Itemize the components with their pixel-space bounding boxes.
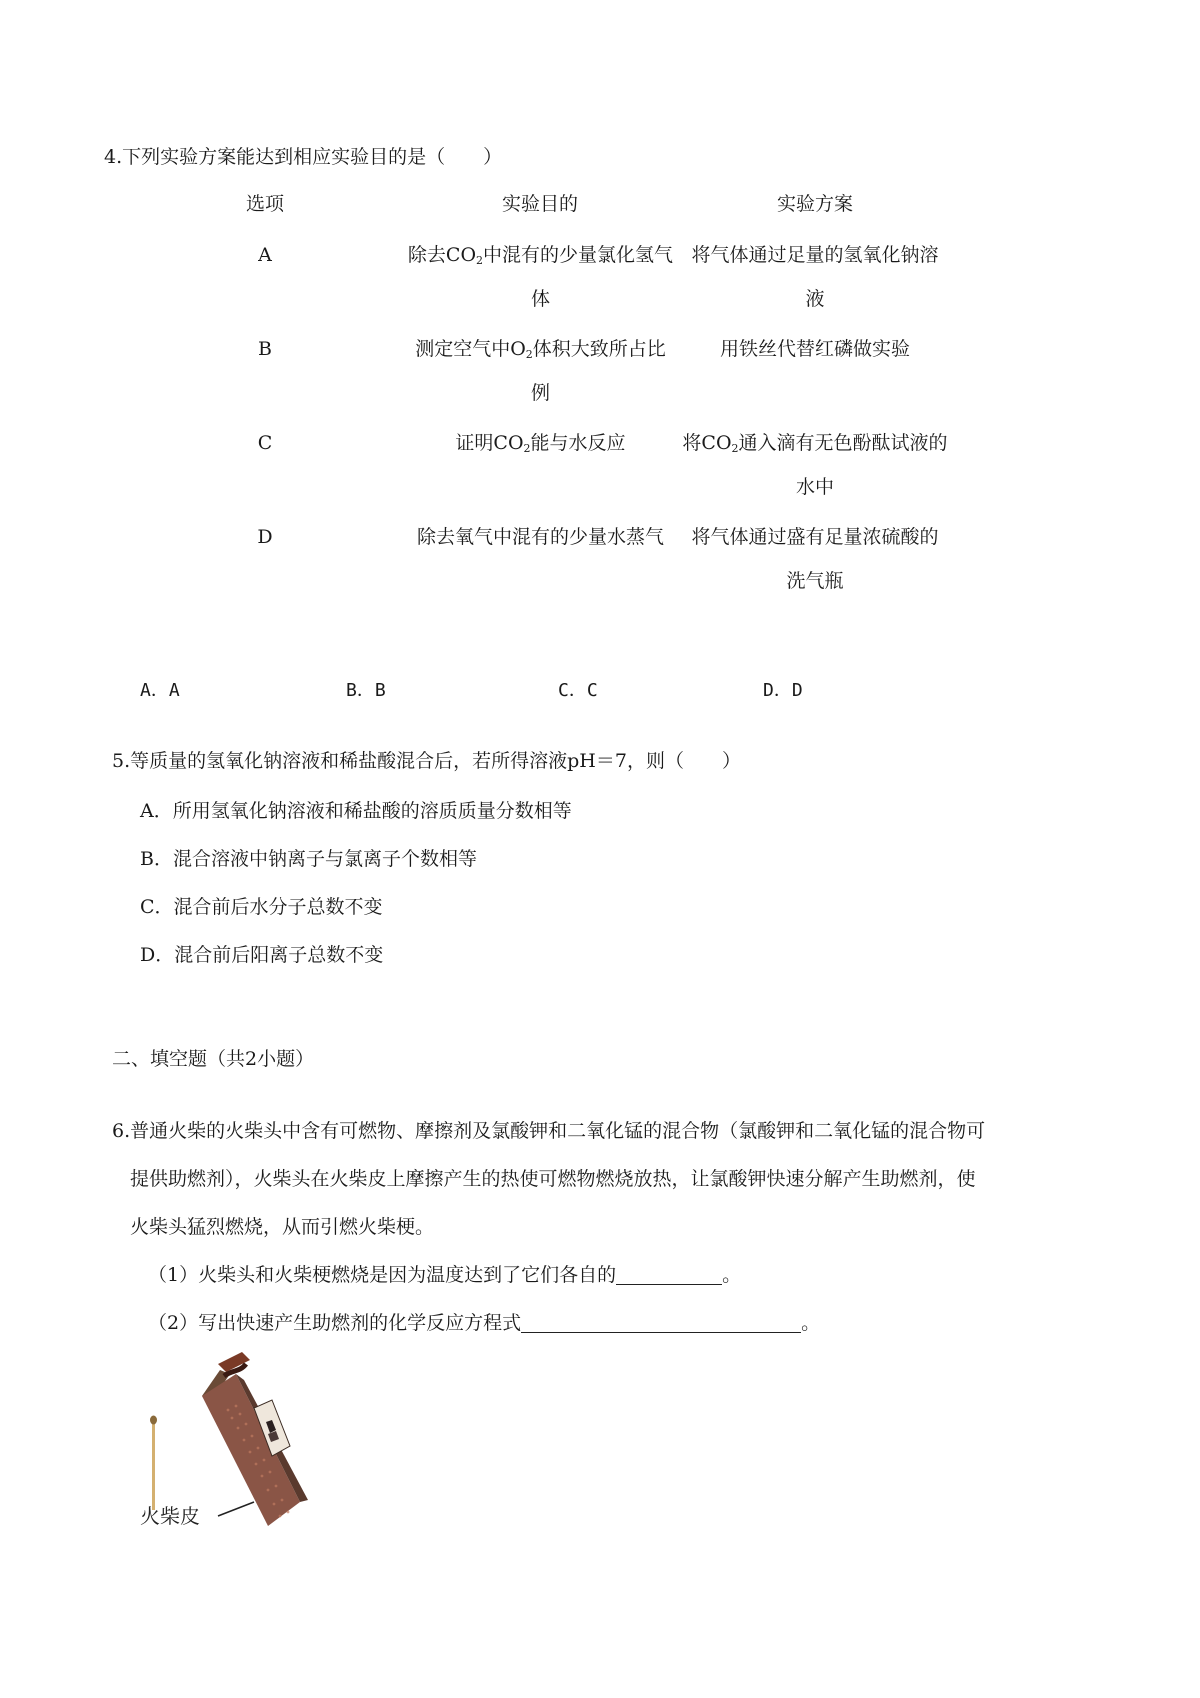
q4-header-option: 选项 bbox=[245, 193, 284, 215]
figure-label: 火柴皮 bbox=[140, 1504, 200, 1528]
q4-row-purpose: 证明$CO_2$能与水反应 bbox=[455, 432, 626, 455]
q6-stem-line: 火柴头猛烈燃烧，从而引燃火柴梗。 bbox=[130, 1216, 435, 1238]
q4-header-purpose: 实验目的 bbox=[501, 193, 578, 215]
q6-sub1-end: 。 bbox=[722, 1264, 742, 1286]
q6-sub1-text: （1）火柴头和火柴梗燃烧是因为温度达到了它们各自的 bbox=[148, 1264, 617, 1286]
q5-option-c: C．混合前后水分子总数不变 bbox=[140, 896, 383, 918]
answer-blank-2[interactable] bbox=[521, 1310, 801, 1333]
q5-stem: 5.等质量的氢氧化钠溶液和稀盐酸混合后，若所得溶液pH＝7，则（ ） bbox=[112, 750, 741, 772]
q4-row-purpose: 除去氧气中混有的少量水蒸气 bbox=[416, 526, 664, 548]
q5-option-d: D．混合前后阳离子总数不变 bbox=[140, 944, 384, 966]
section-title: 二、填空题（共2小题） bbox=[112, 1048, 315, 1070]
q4-row-purpose: 测定空气中$O_2$体积大致所占比 bbox=[415, 338, 666, 361]
q5-option-b: B．混合溶液中钠离子与氯离子个数相等 bbox=[140, 848, 477, 870]
answer-blank-1[interactable] bbox=[616, 1262, 722, 1285]
q6-sub1 bbox=[148, 1261, 741, 1289]
q6-sub2 bbox=[148, 1309, 820, 1337]
q4-row-purpose-cont: 例 bbox=[530, 382, 550, 404]
q6-sub2-end: 。 bbox=[801, 1312, 821, 1334]
q4-row-plan: 将气体通过盛有足量浓硫酸的 bbox=[691, 526, 939, 548]
matchbox-figure bbox=[140, 1350, 310, 1530]
q4-row-plan-cont: 水中 bbox=[795, 476, 834, 498]
q4-row-plan: 用铁丝代替红磷做实验 bbox=[719, 338, 910, 360]
q4-row-plan-cont: 洗气瓶 bbox=[786, 570, 844, 592]
match-head-icon bbox=[150, 1416, 157, 1425]
q5-option-a: A．所用氢氧化钠溶液和稀盐酸的溶质质量分数相等 bbox=[140, 800, 572, 822]
q4-row-label: A bbox=[258, 244, 272, 266]
q4-stem: 4.下列实验方案能达到相应实验目的是（ ） bbox=[104, 146, 503, 168]
q4-option-c: C．C bbox=[558, 680, 598, 701]
q4-row-label: D bbox=[257, 526, 273, 548]
q4-option-b: B．B bbox=[346, 680, 386, 701]
q4-row-purpose-cont: 体 bbox=[530, 288, 550, 310]
q4-option-d: D．D bbox=[763, 680, 803, 701]
q6-stem-line: 提供助燃剂），火柴头在火柴皮上摩擦产生的热使可燃物燃烧放热，让氯酸钾快速分解产生助燃剂，使 bbox=[130, 1168, 976, 1190]
q4-row-plan: 将气体通过足量的氢氧化钠溶 bbox=[691, 244, 939, 266]
q4-row-plan: 将$CO_2$通入滴有无色酚酞试液的 bbox=[682, 432, 948, 455]
q4-row-purpose: 除去$CO_2$中混有的少量氯化氢气 bbox=[407, 244, 674, 267]
q4-option-a: A．A bbox=[140, 680, 180, 701]
q4-row-label: C bbox=[257, 432, 273, 454]
q4-row-label: B bbox=[258, 338, 272, 360]
q6-sub2-text: （2）写出快速产生助燃剂的化学反应方程式 bbox=[148, 1312, 522, 1334]
q6-stem-line: 6.普通火柴的火柴头中含有可燃物、摩擦剂及氯酸钾和二氧化锰的混合物（氯酸钾和二氧化锰的混合物可 bbox=[112, 1120, 986, 1142]
q4-header-plan: 实验方案 bbox=[776, 193, 853, 215]
match-stick-icon bbox=[152, 1422, 155, 1510]
q4-row-plan-cont: 液 bbox=[805, 288, 825, 310]
